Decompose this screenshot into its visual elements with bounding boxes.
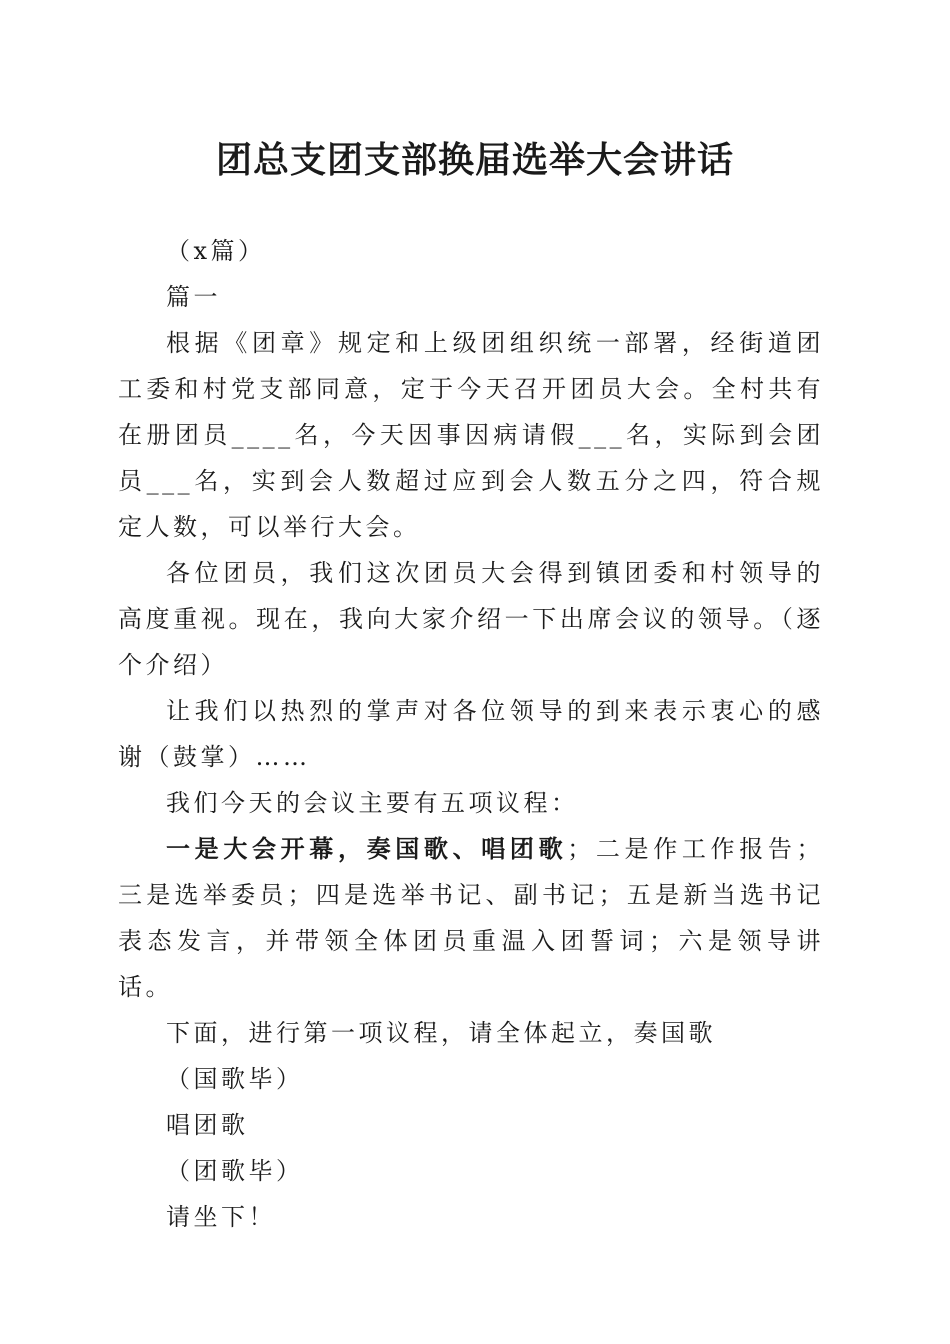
paragraph-agenda-intro: 我们今天的会议主要有五项议程： — [166, 789, 579, 817]
paragraph-agenda-items — [118, 826, 824, 1010]
paragraph-part-count: （x篇） — [166, 237, 266, 265]
paragraph-sit-down: 请坐下！ — [166, 1203, 276, 1231]
document-title: 团总支团支部换届选举大会讲话 — [215, 139, 734, 181]
agenda-first-item: 一是大会开幕，奏国歌、唱团歌 — [166, 834, 568, 863]
paragraph-opening: 根据《团章》规定和上级团组织统一部署，经街道团工委和村党支部同意，定于今天召开团员大会。全村共有在册团员____名，今天因事因病请假___名，实际到会团员___名，实到会人数超过应到会人数五分之四，符合规定人数，可以举行大会。 — [118, 329, 824, 541]
paragraph-applause: 让我们以热烈的掌声对各位领导的到来表示衷心的感谢（鼓掌）…… — [118, 697, 824, 771]
paragraph-anthem-done: （国歌毕） — [166, 1065, 304, 1093]
paragraph-section-heading: 篇一 — [166, 283, 221, 311]
paragraph-song-done: （团歌毕） — [166, 1157, 304, 1185]
paragraph-league-song: 唱团歌 — [166, 1111, 249, 1139]
document-body — [118, 228, 824, 1240]
paragraph-leaders-intro: 各位团员，我们这次团员大会得到镇团委和村领导的高度重视。现在，我向大家介绍一下出席会议的领导。（逐个介绍） — [118, 559, 824, 679]
agenda-remaining-items: ；二是作工作报告；三是选举委员；四是选举书记、副书记；五是新当选书记表态发言，并带领全体团员重温入团誓词；六是领导讲话。 — [118, 835, 825, 1001]
paragraph-first-agenda: 下面，进行第一项议程，请全体起立，奏国歌 — [166, 1019, 716, 1047]
